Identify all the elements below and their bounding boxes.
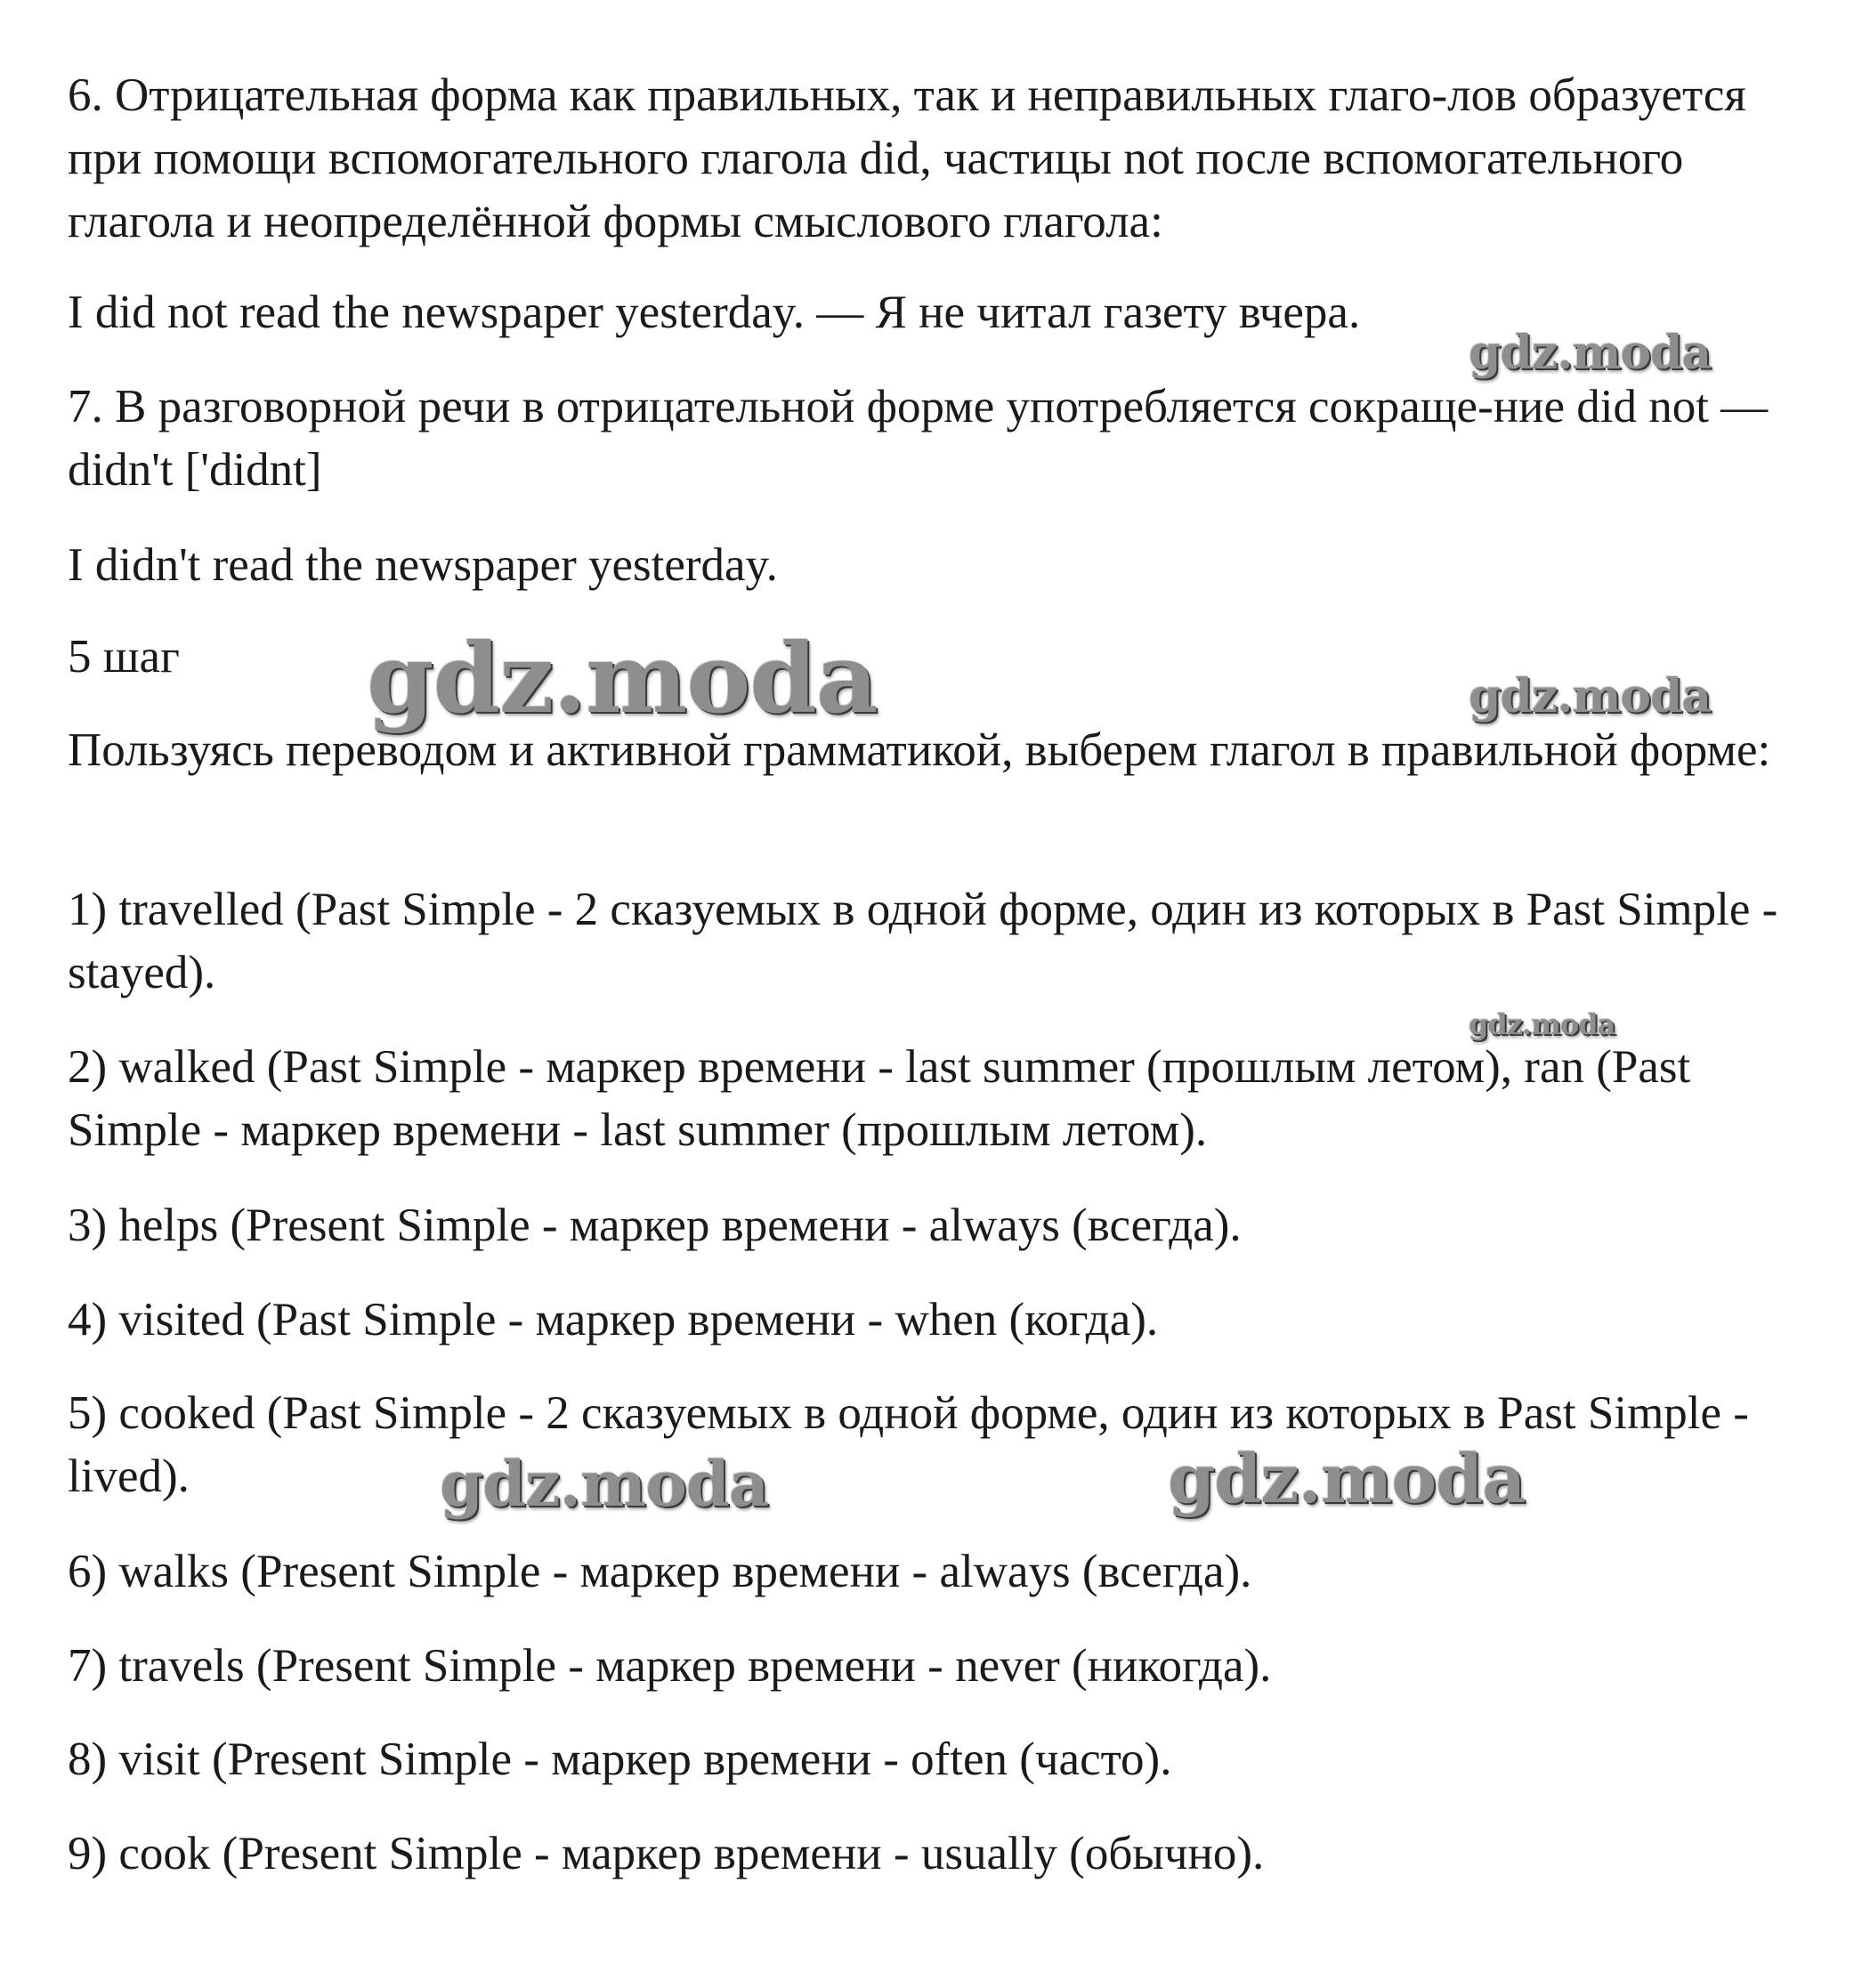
answer-item-8: 8) visit (Present Simple - маркер времени - often (часто). — [68, 1733, 1172, 1785]
answer-item-4: 4) visited (Past Simple - маркер времени - when (когда). — [68, 1294, 1159, 1346]
paragraph-instruction: Пользуясь переводом и активной грамматикой, выберем глагол в правильной форме: — [68, 724, 1771, 776]
answer-item-2: 2) walked (Past Simple - маркер времени - last summer (прошлым летом), ran (Past Simple - маркер времени - last summer (прошлым летом). — [68, 1041, 1691, 1156]
answer-item-1: 1) travelled (Past Simple - 2 сказуемых в одной форме, один из которых в Past Simple - stayed). — [68, 884, 1778, 998]
paragraph-example-contraction: I didn't read the newspaper yesterday. — [68, 539, 778, 591]
watermark: gdz.moda — [1469, 1007, 1615, 1041]
watermark: gdz.moda — [1469, 669, 1712, 723]
watermark: gdz.moda — [367, 623, 878, 735]
answer-item-6: 6) walks (Present Simple - маркер времени - always (всегда). — [68, 1546, 1252, 1597]
paragraph-example-negative: I did not read the newspaper yesterday. — Я не читал газету вчера. — [68, 287, 1361, 338]
paragraph-rule-6: 6. Отрицательная форма как правильных, так и неправильных глаго-лов образуется при помощи вспомогательного глагола did, частицы not после вспомогательного глагола и неопределённой формы смыслового глагола: — [68, 69, 1746, 247]
answer-item-7: 7) travels (Present Simple - маркер времени - never (никогда). — [68, 1640, 1272, 1692]
step-heading: 5 шаг — [68, 631, 180, 683]
answer-item-9: 9) cook (Present Simple - маркер времени - usually (обычно). — [68, 1828, 1265, 1879]
watermark: gdz.moda — [440, 1447, 769, 1521]
watermark: gdz.moda — [1469, 326, 1712, 380]
watermark: gdz.moda — [1168, 1439, 1526, 1518]
answer-item-3: 3) helps (Present Simple - маркер времени - always (всегда). — [68, 1200, 1242, 1251]
paragraph-rule-7: 7. В разговорной речи в отрицательной форме употребляется сокраще-ние did not — didn't ['didnt] — [68, 381, 1769, 496]
answer-item-5: 5) cooked (Past Simple - 2 сказуемых в одной форме, один из которых в Past Simple - lived). — [68, 1387, 1749, 1502]
